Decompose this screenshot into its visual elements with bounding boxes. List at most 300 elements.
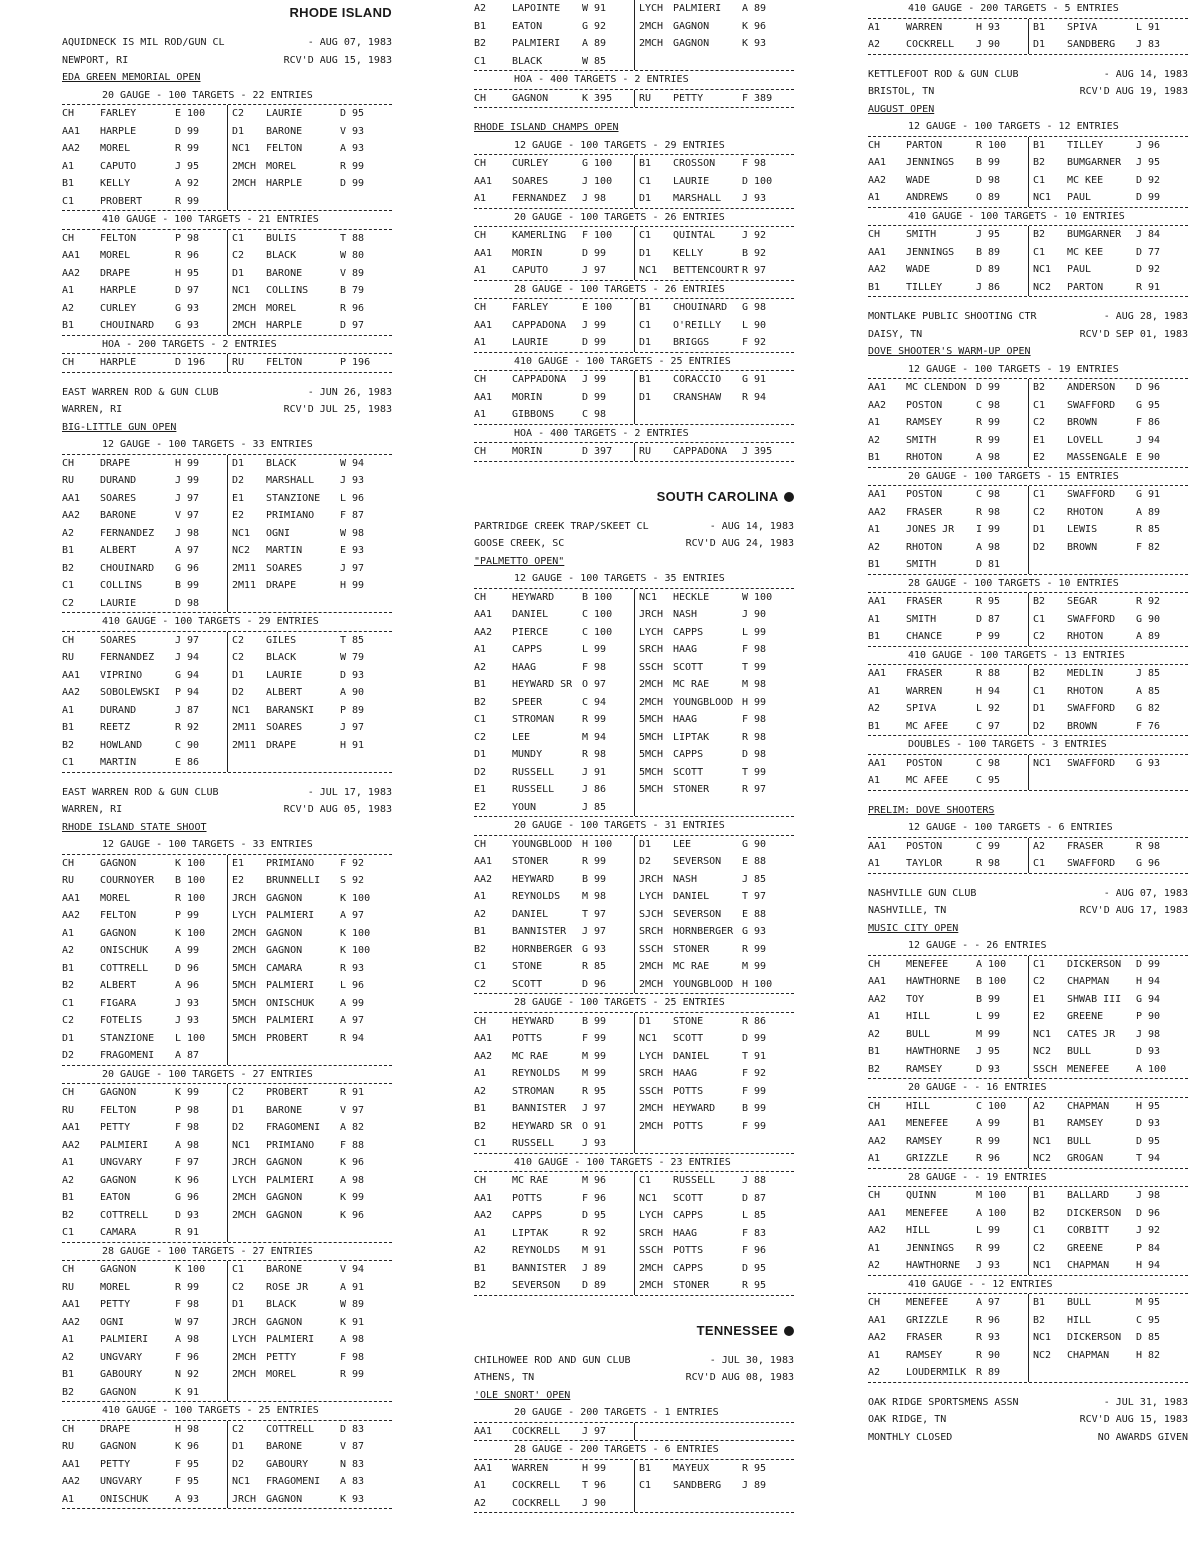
class-code: C2 [232, 108, 245, 119]
result-row [62, 354, 392, 373]
shooter-score: A 98 [175, 1334, 200, 1345]
class-code [639, 799, 673, 817]
division-header: HOA - 200 TARGETS - 2 ENTRIES [62, 336, 392, 355]
result-right [227, 1349, 392, 1367]
shooter-name: BUMGARNER [1067, 229, 1122, 240]
class-code: NC2 [1033, 281, 1052, 293]
class-code: A1 [868, 1349, 881, 1361]
shooter-score: D 87 [742, 1192, 767, 1204]
result-left [868, 1329, 1028, 1347]
shooter-score: T 94 [1136, 1153, 1161, 1164]
class-code: CH [474, 158, 487, 169]
shooter-score: O 97 [582, 679, 607, 690]
shooter-score: T 99 [742, 661, 767, 673]
shooter-name: POSTON [906, 489, 943, 500]
shooter-name: PARTON [1067, 281, 1104, 293]
shooter-name: HEYWARD SR [512, 1120, 573, 1132]
result-left [474, 1477, 634, 1495]
division-header: 20 GAUGE - - 16 ENTRIES [868, 1079, 1188, 1098]
class-code: D1 [62, 1032, 75, 1044]
class-code: AA1 [868, 157, 887, 168]
shooter-score: A 97 [340, 910, 365, 921]
class-code: A1 [868, 1242, 881, 1254]
shooter-name: PALMIERI [266, 1334, 315, 1345]
shooter-name: POTTS [512, 1192, 543, 1204]
shooter-name: GAGNON [266, 927, 303, 939]
result-row [474, 976, 794, 995]
class-code: C2 [1033, 1242, 1046, 1254]
shooter-score: J 97 [175, 492, 200, 504]
division-header: 28 GAUGE - - 19 ENTRIES [868, 1169, 1188, 1188]
result-row [868, 611, 1188, 629]
shooter-name: ONISCHUK [100, 1493, 149, 1505]
shooter-name: SEGAR [1067, 596, 1098, 607]
class-code: C1 [474, 55, 487, 67]
shooter-score: P 90 [1136, 1011, 1161, 1022]
result-row [868, 956, 1188, 974]
result-right [1028, 1312, 1188, 1330]
result-left [62, 1172, 227, 1190]
shooter-name: GREENE [1067, 1011, 1104, 1022]
shooter-name: SWAFFORD [1067, 613, 1116, 625]
shooter-name [673, 1135, 742, 1153]
result-row [868, 556, 1188, 575]
class-code: SRCH [639, 926, 664, 937]
class-code: 2M11 [232, 562, 257, 574]
result-left [62, 1456, 227, 1474]
division-header: DOUBLES - 100 TARGETS - 3 ENTRIES [868, 736, 1188, 755]
class-code: D2 [232, 1122, 245, 1133]
shooter-score [742, 1495, 794, 1513]
result-left [62, 490, 227, 508]
class-code: D1 [639, 247, 652, 259]
shooter-name: SWAFFORD [1067, 858, 1116, 869]
result-right [227, 1137, 392, 1155]
shooter-name: OGNI [266, 527, 291, 539]
shooter-name: FOTELIS [100, 1015, 143, 1026]
state-heading [474, 1321, 794, 1341]
result-right [227, 1224, 392, 1242]
result-left [474, 781, 634, 799]
shooter-score: T 96 [582, 1480, 607, 1491]
class-code: AA1 [474, 856, 493, 867]
shooter-score: M 96 [582, 1175, 607, 1186]
shooter-name: SEVERSON [673, 908, 722, 920]
shooter-name: SMITH [906, 434, 937, 446]
division-header: 410 GAUGE - 100 TARGETS - 29 ENTRIES [62, 613, 392, 632]
result-row [474, 1135, 794, 1154]
result-left [62, 1154, 227, 1172]
shooter-name: LOVELL [1067, 434, 1104, 446]
result-right [634, 173, 794, 191]
shooter-score: R 85 [582, 961, 607, 972]
shooter-score: N 83 [340, 1458, 365, 1470]
shooter-score: L 100 [175, 1032, 206, 1044]
shooter-name: SEVERSON [673, 856, 722, 867]
result-row [474, 799, 794, 818]
result-row [62, 1207, 392, 1225]
class-code: CH [62, 857, 75, 869]
club-block [474, 119, 794, 462]
shooter-score: G 93 [175, 320, 200, 331]
class-code: B1 [62, 178, 75, 189]
shooter-score: D 99 [742, 1033, 767, 1044]
result-left [868, 449, 1028, 467]
result-row [868, 379, 1188, 397]
class-code: B1 [474, 926, 487, 937]
class-code: A2 [474, 3, 487, 14]
shooter-name: WARREN [906, 21, 943, 33]
result-right [634, 1083, 794, 1101]
shooter-name: MUNDY [512, 749, 543, 760]
class-code: D1 [474, 749, 487, 760]
shooter-name [266, 754, 340, 772]
state-name: SOUTH CAROLINA [656, 488, 779, 504]
shooter-score: R 90 [976, 1349, 1001, 1361]
class-code: RU [639, 446, 652, 457]
shooter-name: RHOTON [1067, 506, 1104, 518]
result-row [474, 53, 794, 72]
result-row [868, 539, 1188, 557]
shooter-name: HOWLAND [100, 739, 143, 751]
class-code: 2MCH [232, 1192, 257, 1203]
shooter-name: MC RAE [673, 679, 710, 690]
shooter-name: MARTIN [100, 757, 137, 768]
shooter-score: A 97 [340, 1015, 365, 1026]
shooter-name: BARONE [266, 1441, 303, 1452]
result-left [868, 1347, 1028, 1365]
result-row [868, 1187, 1188, 1205]
result-row [868, 1133, 1188, 1151]
class-code: C1 [639, 230, 652, 241]
shooter-score: H 94 [976, 685, 1001, 697]
shooter-score: C 99 [976, 840, 1001, 852]
result-left [62, 175, 227, 193]
class-code: B1 [474, 20, 487, 32]
shooter-score: B 100 [976, 976, 1007, 987]
result-left [868, 1257, 1028, 1275]
shooter-name: HILL [906, 1225, 931, 1236]
shooter-name: DRAPE [100, 457, 131, 469]
shooter-name: CORACCIO [673, 374, 722, 385]
division-header: 410 GAUGE - 100 TARGETS - 13 ENTRIES [868, 647, 1188, 666]
shooter-name: GIBBONS [512, 409, 555, 420]
shooter-name: OGNI [100, 1316, 125, 1328]
class-code: B2 [1033, 668, 1046, 679]
shooter-name: BETTENCOURT [673, 265, 740, 276]
result-right [1028, 1187, 1188, 1205]
shooter-name: LEE [673, 838, 692, 850]
result-right [1028, 137, 1188, 155]
club-line2-left: WARREN, RI [62, 404, 123, 415]
shooter-score: F 92 [742, 1068, 767, 1079]
result-left [474, 173, 634, 191]
shooter-score: J 98 [1136, 1028, 1161, 1040]
shooter-name: BRUNNELLI [266, 875, 321, 886]
shooter-name: HARPLE [100, 285, 137, 296]
shooter-name: CROSSON [673, 158, 716, 169]
result-row [62, 855, 392, 873]
class-code: 2MCH [232, 320, 257, 331]
result-row [474, 853, 794, 871]
result-left [62, 230, 227, 248]
result-left [62, 872, 227, 890]
class-code: C2 [62, 1015, 75, 1026]
result-right [634, 1100, 794, 1118]
shooter-name: DANIEL [673, 891, 710, 902]
shooter-name: FRASER [1067, 840, 1104, 852]
shooter-score: R 91 [175, 1227, 200, 1238]
shooter-name: PAUL [1067, 192, 1092, 203]
shooter-name: MARSHALL [266, 475, 315, 486]
division-header: 410 GAUGE - - 12 ENTRIES [868, 1276, 1188, 1295]
shooter-name: BARANSKI [266, 704, 315, 716]
shooter-name: STONER [673, 784, 710, 795]
shooter-name: PALMIERI [266, 1174, 315, 1186]
shooter-score: J 100 [582, 175, 613, 187]
shooter-name: MOREL [266, 160, 297, 172]
shooter-name: SCOTT [673, 661, 704, 673]
shooter-name: HILL [906, 1011, 931, 1022]
class-code: A1 [868, 21, 881, 33]
shooter-name: RHOTON [1067, 685, 1104, 697]
class-code: A1 [474, 337, 487, 348]
shooter-name: HEYWARD [673, 1103, 716, 1114]
shooter-score: D 99 [175, 125, 200, 137]
result-left [868, 379, 1028, 397]
result-row [474, 90, 794, 109]
shooter-name: PARTON [906, 139, 943, 151]
shooter-name: COCKRELL [512, 1425, 561, 1437]
result-left [868, 172, 1028, 190]
shooter-name: FERNANDEZ [512, 193, 567, 204]
class-code: CH [474, 230, 487, 241]
shooter-name [266, 595, 340, 613]
result-left [62, 855, 227, 873]
shooter-score: A 97 [175, 545, 200, 556]
shooter-score: K 96 [340, 1209, 365, 1221]
club-line2 [62, 801, 392, 819]
result-row [474, 606, 794, 624]
result-row [868, 1061, 1188, 1080]
class-code: A2 [868, 1028, 881, 1040]
shooter-score: F 86 [1136, 417, 1161, 428]
shooter-score [340, 193, 392, 211]
club-line1-left: OAK RIDGE SPORTSMENS ASSN [868, 1396, 1019, 1408]
class-code: 2MCH [232, 927, 257, 939]
result-right [227, 490, 392, 508]
class-code: A1 [474, 1227, 487, 1239]
shooter-score: J 95 [1136, 157, 1161, 168]
result-left [62, 1012, 227, 1030]
result-right [227, 1154, 392, 1172]
shooter-score: D 95 [582, 1210, 607, 1221]
result-left [868, 1294, 1028, 1312]
class-code: AA2 [62, 687, 81, 698]
class-code [639, 53, 673, 71]
class-code: SSCH [639, 1085, 664, 1097]
shooter-score [742, 406, 794, 424]
shooter-score: D 397 [582, 446, 613, 457]
result-left [474, 606, 634, 624]
shooter-score: K 99 [175, 1087, 200, 1098]
result-left [474, 1260, 634, 1278]
shooter-score: J 92 [1136, 1225, 1161, 1236]
result-left [62, 649, 227, 667]
result-left [474, 406, 634, 424]
class-code: CH [868, 1297, 881, 1308]
shooter-name: MC KEE [1067, 174, 1104, 186]
class-code: A1 [474, 265, 487, 276]
result-left [474, 871, 634, 889]
shooter-score: R 99 [175, 143, 200, 154]
class-code: CH [868, 139, 881, 151]
shooter-score: J 99 [175, 475, 200, 486]
shooter-score: A 97 [976, 1297, 1001, 1308]
result-left [868, 1187, 1028, 1205]
class-code: 2MCH [232, 302, 257, 314]
result-left [474, 746, 634, 764]
shooter-score: A 99 [976, 1118, 1001, 1129]
result-row [62, 542, 392, 560]
result-row [62, 1384, 392, 1403]
result-row [868, 838, 1188, 856]
class-code: AA1 [474, 391, 493, 403]
result-left [62, 995, 227, 1013]
class-code: A2 [868, 1367, 881, 1378]
result-left [474, 90, 634, 108]
shooter-score: F 98 [582, 661, 607, 673]
result-right [634, 958, 794, 976]
result-left [62, 105, 227, 123]
shooter-name [1067, 556, 1136, 574]
shooter-score: D 99 [582, 337, 607, 348]
result-left [474, 799, 634, 817]
result-left [868, 414, 1028, 432]
shooter-name: POTTS [512, 1033, 543, 1044]
result-row [868, 1115, 1188, 1133]
shooter-name: BLACK [266, 457, 297, 469]
shooter-name: LOUDERMILK [906, 1367, 967, 1378]
result-left [62, 140, 227, 158]
shooter-name: RAMSEY [906, 417, 943, 428]
shooter-score: S 92 [340, 875, 365, 886]
result-row [62, 560, 392, 578]
result-left [868, 1312, 1028, 1330]
shooter-score: A 83 [340, 1476, 365, 1487]
shooter-score [1136, 772, 1188, 790]
shooter-name: CURLEY [512, 158, 549, 169]
result-left [62, 282, 227, 300]
shooter-name: GAGNON [100, 1264, 137, 1275]
result-right [634, 746, 794, 764]
result-row [474, 1190, 794, 1208]
shooter-score: R 91 [1136, 281, 1161, 293]
club-line1-right: - AUG 07, 1983 [307, 37, 392, 48]
shooter-score: R 96 [976, 1153, 1001, 1164]
class-code: B1 [474, 1103, 487, 1114]
shooter-name: GAGNON [673, 38, 710, 49]
result-right [227, 1189, 392, 1207]
result-row [868, 397, 1188, 415]
result-row [62, 472, 392, 490]
shooter-name: SPIVA [906, 703, 937, 714]
event-title: PRELIM: DOVE SHOOTERS [868, 804, 995, 816]
result-left [474, 1277, 634, 1295]
shooter-score: J 89 [582, 1262, 607, 1274]
shooter-name: DANIEL [673, 1050, 710, 1062]
class-code: A1 [868, 1011, 881, 1022]
class-code: D2 [1033, 541, 1046, 553]
shooter-name: RUSSELL [512, 766, 555, 778]
shooter-score: K 96 [175, 1441, 200, 1452]
result-row [474, 958, 794, 976]
shooter-name: SEVERSON [512, 1280, 561, 1291]
result-right [634, 694, 794, 712]
result-right [227, 925, 392, 943]
class-code [639, 406, 673, 424]
club-line2-right: RCV'D AUG 24, 1983 [685, 538, 794, 549]
class-code: JRCH [232, 1316, 257, 1328]
shooter-score: A 89 [1136, 631, 1161, 642]
club-line1-left: NASHVILLE GUN CLUB [868, 887, 977, 899]
class-code: AA1 [868, 382, 887, 393]
shooter-name: PALMIERI [266, 980, 315, 991]
shooter-name [1067, 772, 1136, 790]
class-code: 5MCH [639, 766, 664, 778]
result-right [634, 1048, 794, 1066]
shooter-name: FRASER [906, 1332, 943, 1343]
result-row [474, 190, 794, 209]
shooter-name: BANNISTER [512, 1103, 567, 1114]
club-line1-right: - AUG 14, 1983 [709, 520, 794, 532]
result-row [62, 1172, 392, 1190]
shooter-score: T 99 [742, 766, 767, 778]
shooter-name: HAAG [673, 1227, 698, 1239]
shooter-score: F 98 [742, 714, 767, 725]
result-right [227, 1119, 392, 1137]
class-code: 2MCH [639, 679, 664, 690]
shooter-name: GRIZZLE [906, 1314, 949, 1326]
class-code: B2 [474, 38, 487, 49]
shooter-name: GAGNON [100, 1441, 137, 1452]
shooter-score: J 85 [742, 873, 767, 885]
class-code: B1 [62, 545, 75, 556]
class-code: CH [62, 1264, 75, 1275]
result-right [634, 317, 794, 335]
result-row [62, 632, 392, 650]
result-right [227, 158, 392, 176]
shooter-score [340, 754, 392, 772]
section-gap [474, 462, 794, 484]
shooter-score: R 99 [742, 943, 767, 955]
shooter-name: FIGARA [100, 997, 137, 1009]
result-left [62, 942, 227, 960]
result-row [474, 1423, 794, 1442]
shooter-score: R 86 [742, 1015, 767, 1027]
class-code: C2 [62, 597, 75, 609]
shooter-score: R 99 [175, 1281, 200, 1293]
shooter-name: CAPPS [512, 644, 543, 655]
division-header: 12 GAUGE - 100 TARGETS - 29 ENTRIES [474, 137, 794, 156]
club-line1-left: KETTLEFOOT ROD & GUN CLUB [868, 68, 1019, 80]
shooter-score: A 96 [175, 980, 200, 991]
result-right [634, 1495, 794, 1513]
result-right [634, 836, 794, 854]
result-left [62, 354, 227, 372]
class-code: LYCH [639, 1210, 664, 1221]
shooter-score: F 95 [175, 1476, 200, 1487]
